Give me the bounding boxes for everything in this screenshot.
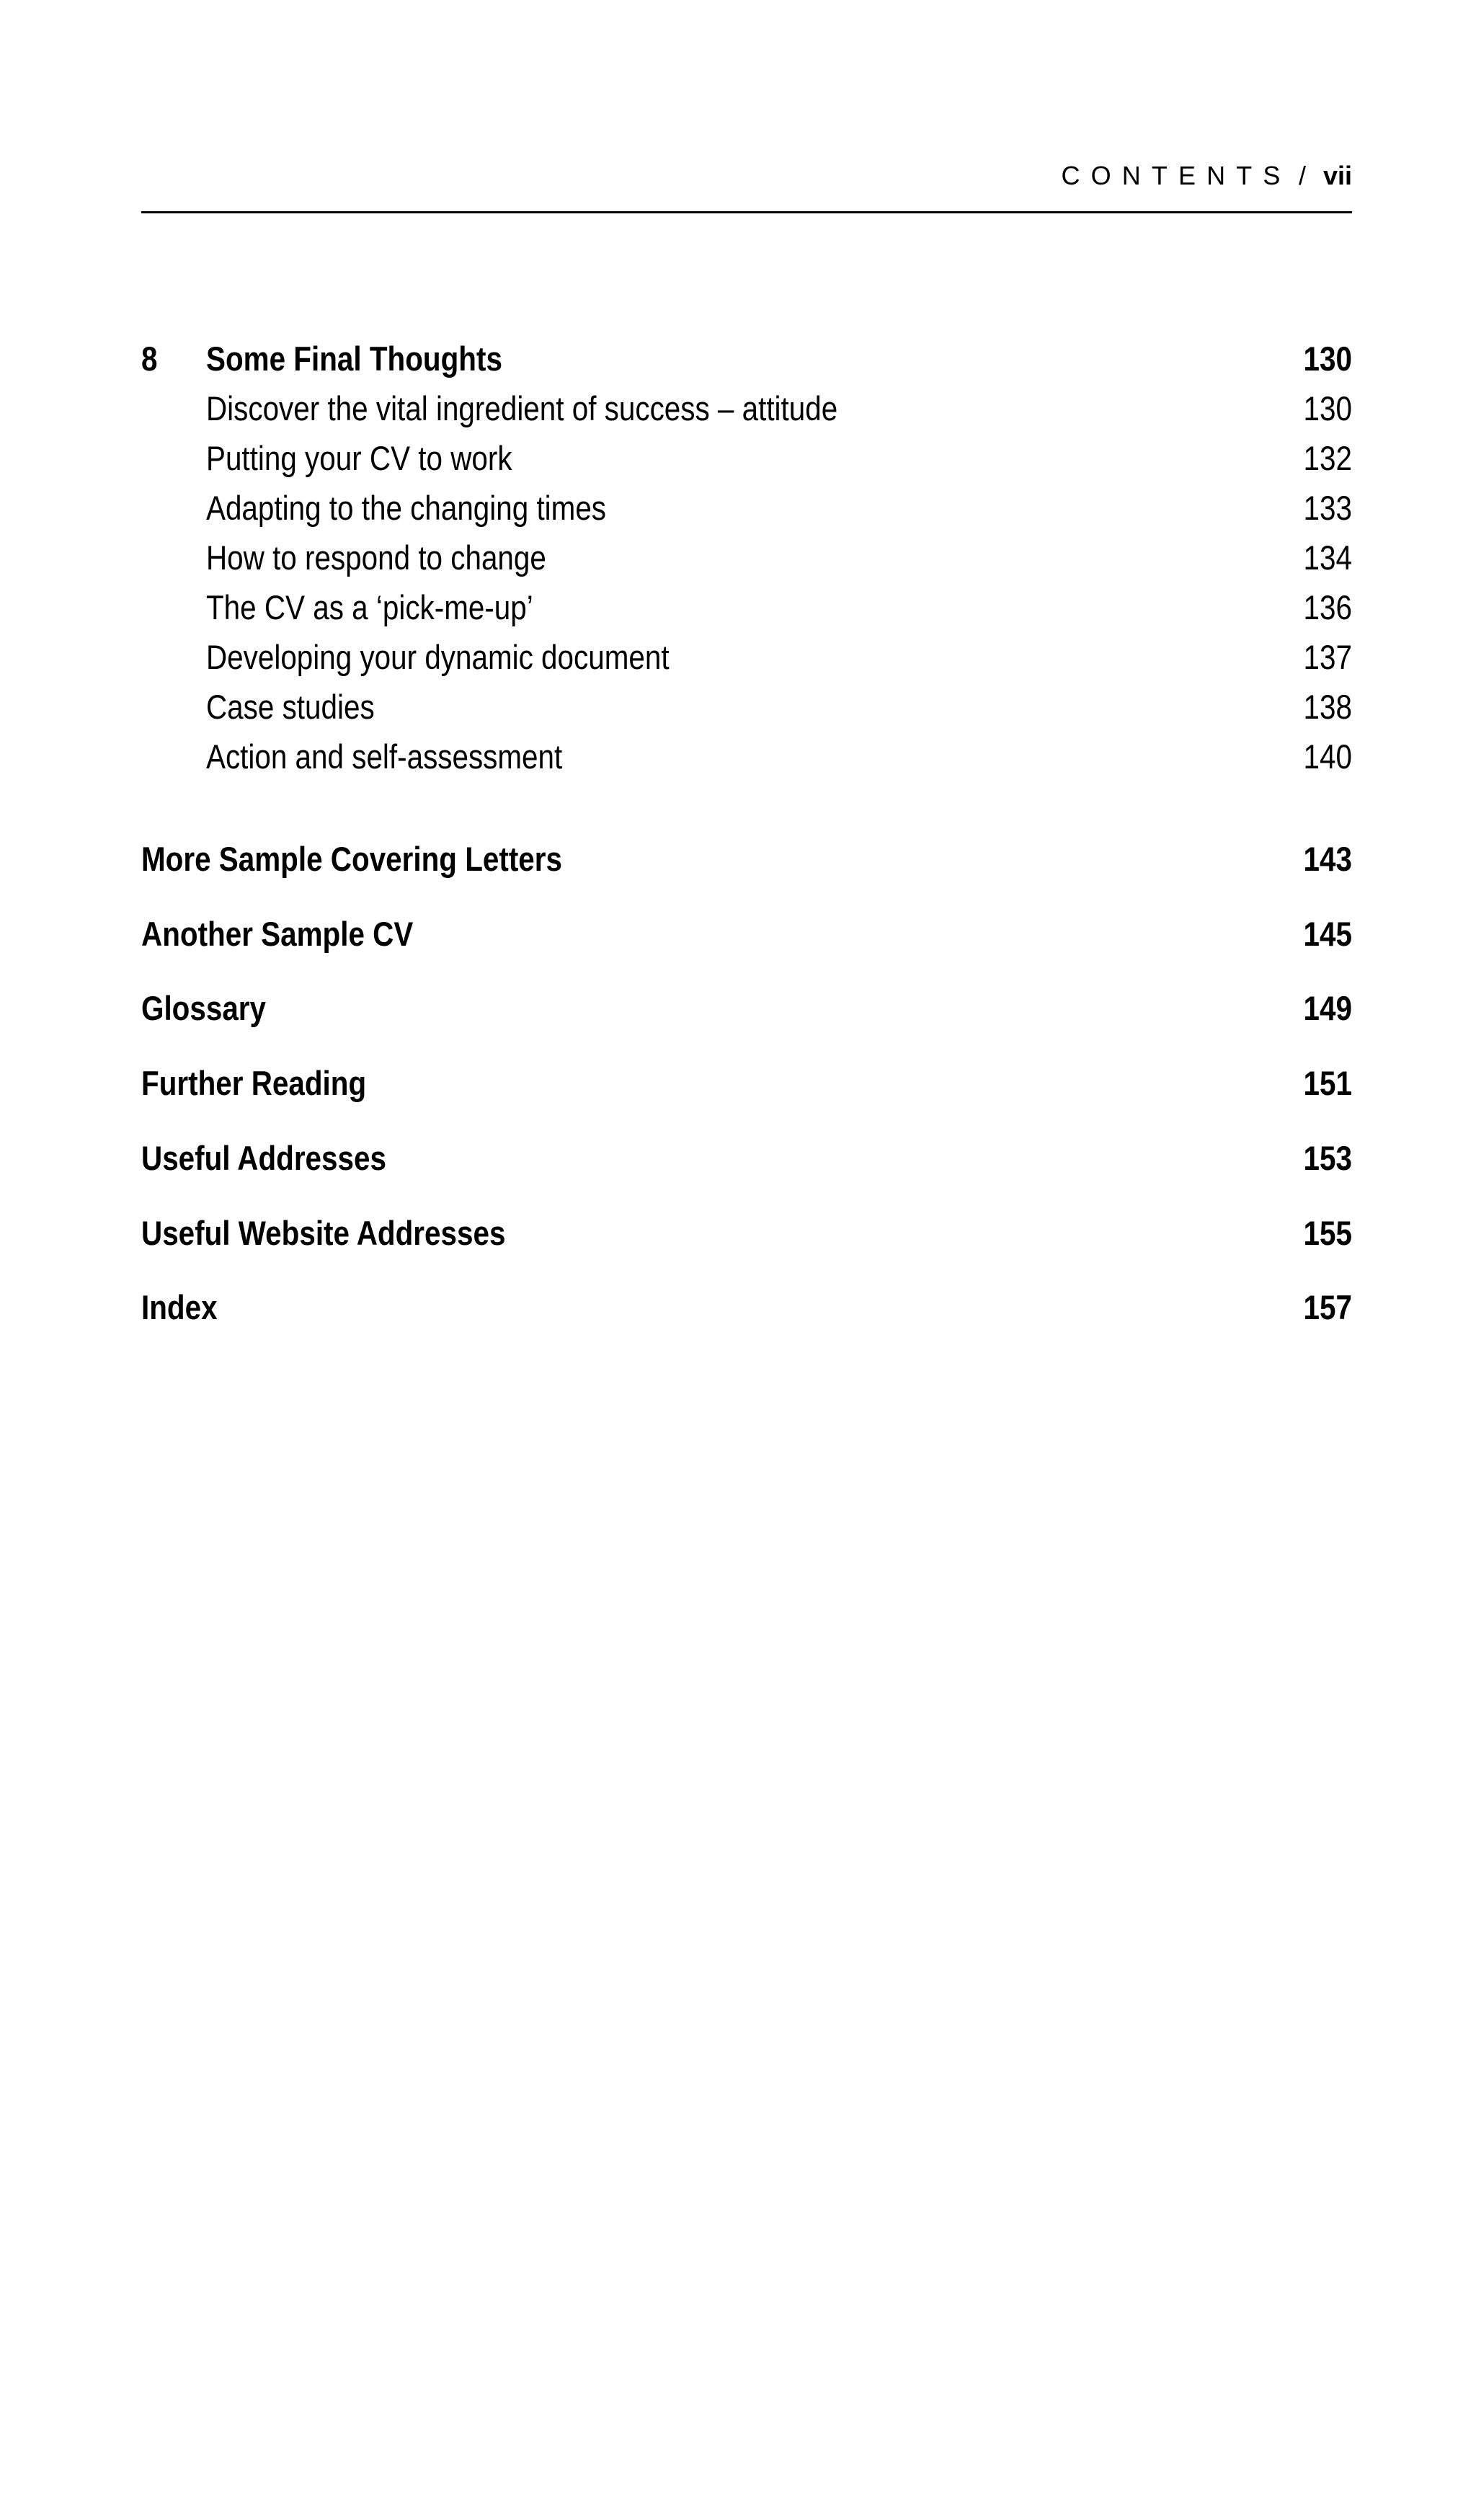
section-page: 132 xyxy=(1303,439,1352,477)
back-matter-page: 153 xyxy=(1303,1139,1352,1177)
toc-back-matter-entry[interactable] xyxy=(141,1135,1352,1181)
section-page: 136 xyxy=(1303,588,1352,626)
toc-back-matter-entry[interactable] xyxy=(141,1060,1352,1106)
toc-back-matter-entry[interactable] xyxy=(141,985,1352,1031)
toc-section-entry[interactable] xyxy=(141,734,1352,780)
toc-chapter-entry[interactable] xyxy=(141,336,1352,382)
toc-back-matter-entry[interactable] xyxy=(141,911,1352,957)
back-matter-title: Useful Website Addresses xyxy=(141,1214,506,1252)
section-title: Case studies xyxy=(205,688,375,726)
back-matter-page: 143 xyxy=(1303,840,1352,878)
back-matter-title: Useful Addresses xyxy=(141,1139,386,1177)
toc-section-entry[interactable] xyxy=(141,535,1352,581)
toc-section-entry[interactable] xyxy=(141,634,1352,680)
back-matter-page: 145 xyxy=(1303,915,1352,953)
section-title: Adapting to the changing times xyxy=(205,489,607,527)
chapter-title: Some Final Thoughts xyxy=(205,340,502,378)
back-matter-page: 149 xyxy=(1303,989,1352,1027)
section-page: 133 xyxy=(1303,489,1352,527)
chapter-page: 130 xyxy=(1303,340,1352,378)
running-header xyxy=(141,157,1352,195)
toc-section-entry[interactable] xyxy=(141,684,1352,730)
section-title: Putting your CV to work xyxy=(205,439,512,477)
back-matter-title: Glossary xyxy=(141,989,267,1027)
toc-back-matter-entry[interactable] xyxy=(141,1210,1352,1256)
section-title: Action and self-assessment xyxy=(205,737,563,776)
chapter-number: 8 xyxy=(141,340,158,378)
section-page: 140 xyxy=(1303,737,1352,776)
section-page: 130 xyxy=(1303,389,1352,427)
section-page: 134 xyxy=(1303,538,1352,577)
back-matter-page: 155 xyxy=(1303,1214,1352,1252)
running-header-separator: / xyxy=(1298,161,1306,190)
toc-section-entry[interactable] xyxy=(141,485,1352,531)
section-page: 137 xyxy=(1303,638,1352,676)
toc-section-entry[interactable] xyxy=(141,435,1352,482)
header-rule xyxy=(141,211,1352,213)
back-matter-title: Further Reading xyxy=(141,1064,367,1102)
toc-section-entry[interactable] xyxy=(141,585,1352,631)
back-matter-title: Another Sample CV xyxy=(141,915,414,953)
toc-back-matter-entry[interactable] xyxy=(141,1285,1352,1331)
back-matter-page: 157 xyxy=(1303,1288,1352,1326)
running-header-label: CONTENTS xyxy=(1061,161,1292,190)
section-title: The CV as a ‘pick-me-up’ xyxy=(205,588,533,626)
section-title: How to respond to change xyxy=(205,538,546,577)
back-matter-title: More Sample Covering Letters xyxy=(141,840,563,878)
section-title: Discover the vital ingredient of success – attitude xyxy=(205,389,838,427)
back-matter-page: 151 xyxy=(1303,1064,1352,1102)
toc-back-matter-entry[interactable] xyxy=(141,836,1352,882)
back-matter-title: Index xyxy=(141,1288,218,1326)
section-title: Developing your dynamic document xyxy=(205,638,670,676)
toc-section-entry[interactable] xyxy=(141,386,1352,432)
page-number: vii xyxy=(1322,161,1352,190)
section-page: 138 xyxy=(1303,688,1352,726)
